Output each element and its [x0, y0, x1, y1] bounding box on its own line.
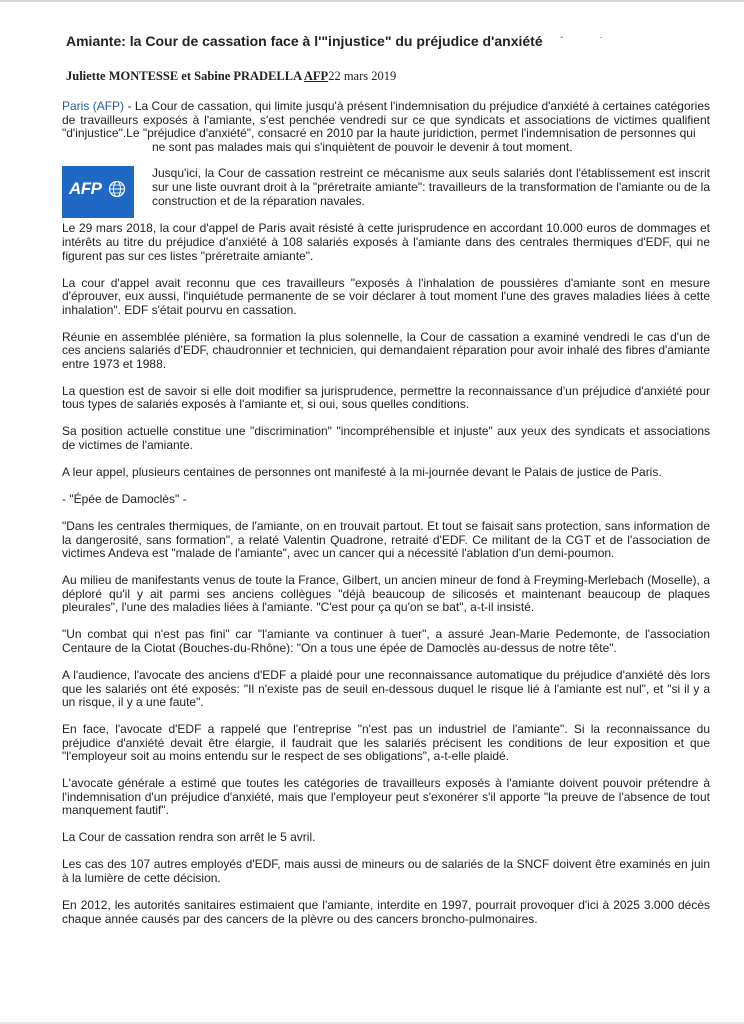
afp-logo-text: AFP	[69, 179, 102, 199]
afp-logo	[62, 166, 134, 218]
article-authors: Juliette MONTESSE et Sabine PRADELLA	[66, 69, 302, 83]
paragraph: Réunie en assemblée plénière, sa formation la plus solennelle, la Cour de cassation a examiné vendredi le cas d'un de ces anciens salariés d'EDF, chaudronnier et technicien, qui demandaient réparation pour avoir inhalé des fibres d'amiante entre 1973 et 1988.	[62, 329, 710, 371]
paragraph-list	[62, 222, 710, 926]
paragraph: - "Épée de Damoclès" -	[62, 492, 187, 507]
paragraph: "Un combat qui n'est pas fini" car "l'amiante va continuer à tuer", a assuré Jean-Marie Pedemonte, de l'association Centaure de la Ciotat (Bouches-du-Rhône): "On a tous une épée de Damoclès au-dessus de notre tête".	[62, 627, 710, 655]
lead-text: - La Cour de cassation, qui limite jusqu'à présent l'indemnisation du préjudice d'anxiété à certaines catégories de travailleurs exposés à l'amiante, s'est penchée vendredi sur ce que syndicats et associations de victimes qualifient "d'injustice".Le "préjudice d'anxiété", consacré en 2010 par la haute juridiction, permet l'indemnisation de personnes qui	[62, 99, 710, 141]
paragraph: La cour d'appel avait reconnu que ces travailleurs "exposés à l'inhalation de poussières d'amiante sont en mesure d'éprouver, eux aussi, l'inquiétude permanente de se voir déclarer à tout moment l'une des graves maladies liées à cette inhalation". EDF s'était pourvu en cassation.	[62, 275, 710, 317]
paragraph: A leur appel, plusieurs centaines de personnes ont manifesté à la mi-journée devant le Palais de justice de Paris.	[62, 465, 662, 480]
dateline: Paris (AFP)	[62, 99, 125, 113]
globe-icon	[108, 180, 126, 198]
paragraph: "Dans les centrales thermiques, de l'amiante, on en trouvait partout. Et tout se faisait sans protection, sans information de la dangerosité, sans formation", a relaté Valentin Quadrone, retraité d'EDF. Ce militant de la CGT et de l'association de victimes Andeva est "malade de l'amiante", avec un cancer qui a nécessité l'ablation d'un demi-poumon.	[62, 519, 710, 561]
lead-text-tail: ne sont pas malades mais qui s'inquiètent de pouvoir le devenir à tout moment.	[152, 139, 573, 154]
article-source: AFP	[303, 69, 329, 83]
paragraph: La Cour de cassation rendra son arrêt le 5 avril.	[62, 830, 316, 845]
paragraph-lead	[62, 100, 710, 154]
paragraph: En face, l'avocate d'EDF a rappelé que l'entreprise "n'est pas un industriel de l'amiante". Si la reconnaissance du préjudice d'anxiété devait être élargie, il faudrait que les salariés précisent les conditions de leur exposition et que "l'employeur soit au moins entendu sur le respect de ses obligations", a-t-elle plaidé.	[62, 722, 710, 764]
article-date: 22 mars 2019	[328, 69, 397, 83]
scan-specks: -·	[560, 32, 639, 43]
paragraph: A l'audience, l'avocate des anciens d'EDF a plaidé pour une reconnaissance automatique du préjudice d'anxiété dès lors que les salariés ont été exposés: "Il n'existe pas de seuil en-dessous duquel le risque lié à l'amiante est nul", et "si il y a un risque, il y a une faute".	[62, 667, 710, 710]
article-body	[62, 100, 710, 940]
paragraph: Les cas des 107 autres employés d'EDF, mais aussi de mineurs ou de salariés de la SNCF doivent être examinés en juin à la lumière de cette décision.	[62, 857, 710, 886]
paragraph: Au milieu de manifestants venus de toute la France, Gilbert, un ancien mineur de fond à Freyming-Merlebach (Moselle), a déploré qu'il y ait parmi ses anciens collègues "déjà beaucoup de silicosés et maintenant beaucoup de plaques pleurales", l'une des maladies liées à l'amiante. "C'est pour ça qu'on se bat", a-t-il insisté.	[62, 573, 710, 615]
paragraph: Sa position actuelle constitue une "discrimination" "incompréhensible et injuste" aux yeux des syndicats et associations de victimes de l'amiante.	[62, 424, 710, 453]
paragraph: La question est de savoir si elle doit modifier sa jurisprudence, permettre la reconnaissance d'un préjudice d'anxiété pour tous types de salariés exposés à l'amiante et, si oui, sous quelles conditions.	[62, 383, 710, 412]
paragraph: L'avocate générale a estimé que toutes les catégories de travailleurs exposés à l'amiante doivent pouvoir prétendre à l'indemnisation d'un préjudice d'anxiété, mais que l'employeur peut s'exonérer s'il apporte "la preuve de l'absence de tout manquement fautif".	[62, 776, 710, 818]
paragraph: Le 29 mars 2018, la cour d'appel de Paris avait résisté à cette jurisprudence en accordant 10.000 euros de dommages et intérêts au titre du préjudice d'anxiété à 108 salariés exposés à l'amiante dans des centrales thermiques d'EDF, qui ne figurent pas sur ces listes "préretraite amiante".	[62, 221, 710, 263]
article-byline	[66, 69, 396, 84]
paragraph: En 2012, les autorités sanitaires estimaient que l'amiante, interdite en 1997, pourrait provoquer d'ici à 2025 3.000 décès chaque année causés par des cancers de la plèvre ou des cancers broncho-pulmonaires.	[62, 898, 710, 926]
paragraph-2: Jusqu'ici, la Cour de cassation restreint ce mécanisme aux seuls salariés dont l'établissement est inscrit sur une liste ouvrant droit à la "préretraite amiante": travailleurs de la transformation de l'amiante ou de la construction et de la réparation navales.	[152, 166, 710, 208]
scan-edge-top	[0, 0, 744, 2]
article-title: Amiante: la Cour de cassation face à l'"injustice" du préjudice d'anxiété	[66, 33, 543, 49]
